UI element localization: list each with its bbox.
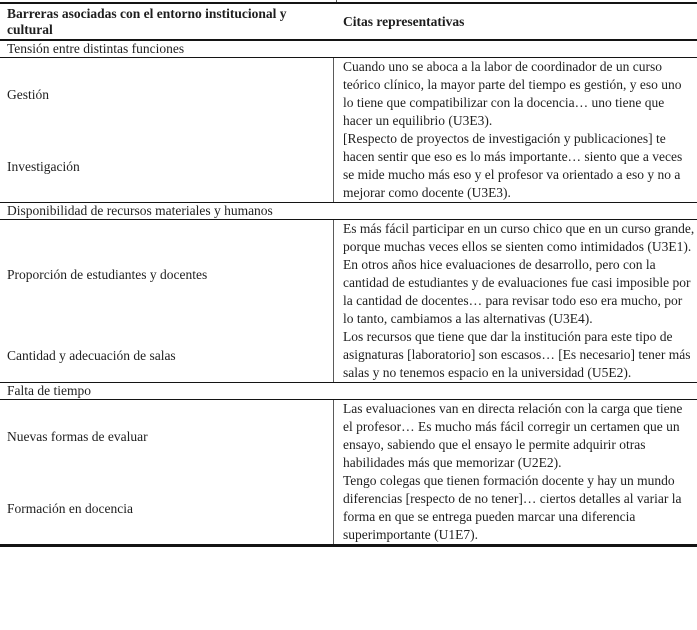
section-rows <box>0 220 697 382</box>
table-row <box>0 400 697 472</box>
barrier-label: Formación en docencia <box>7 500 133 516</box>
quote-paragraph: Las evaluaciones van en directa relación con la carga que tiene el profesor… Es mucho más fácil corregir un certamen que un ensayo, sabiendo que el ensayo le permite adquirir otras habilidades más que memorizar (U2E2). <box>343 401 683 470</box>
quote-cell <box>333 220 697 328</box>
table-row <box>0 328 697 382</box>
table-row <box>0 472 697 544</box>
barrier-label: Gestión <box>7 86 49 102</box>
header-barriers-column: Barreras asociadas con el entorno institucional y cultural <box>7 6 287 37</box>
table-row <box>0 130 697 202</box>
section-rows <box>0 58 697 202</box>
quote-cell <box>333 58 697 130</box>
table-row <box>0 58 697 130</box>
barrier-label: Nuevas formas de evaluar <box>7 428 148 444</box>
section-rows <box>0 400 697 544</box>
barrier-label: Proporción de estudiantes y docentes <box>7 266 208 282</box>
quote-cell <box>333 328 697 382</box>
table-header-row <box>0 4 697 41</box>
table-section <box>0 41 697 202</box>
quote-paragraph: [Respecto de proyectos de investigación y publicaciones] te hacen sentir que eso es lo más importante… siento que a veces se mide mucho más eso y el profesor va orientado a eso y no a mejorar como docente (U3E3). <box>343 131 683 200</box>
barrier-label: Investigación <box>7 158 80 174</box>
table-body <box>0 41 697 544</box>
barriers-table <box>0 2 697 547</box>
quote-paragraph: Es más fácil participar en un curso chico que en un curso grande, porque muchas veces ellos se sienten como intimidados (U3E1). <box>343 221 695 254</box>
section-title: Falta de tiempo <box>0 382 697 400</box>
quote-paragraph: Cuando uno se aboca a la labor de coordinador de un curso teórico clínico, la mayor parte del tiempo es gestión, y eso uno lo tiene que compatibilizar con la docencia… uno tiene que hacer un equilibrio (U3E3). <box>343 59 682 128</box>
quote-cell <box>333 130 697 202</box>
quote-paragraph: Los recursos que tiene que dar la institución para este tipo de asignaturas [laboratorio] son escasos… [Es necesario] tener más salas y no tenemos espacio en la universidad (U5E2). <box>343 329 691 380</box>
quote-cell <box>333 472 697 544</box>
quote-paragraph: Tengo colegas que tienen formación docente y hay un mundo diferencias [respecto de no tener]… ciertos detalles al variar la forma en que se entrega pueden marcar una diferencia superimportante (U1E7). <box>343 473 682 542</box>
table-section <box>0 382 697 544</box>
barrier-label: Cantidad y adecuación de salas <box>7 347 176 363</box>
header-citas-column: Citas representativas <box>343 14 465 29</box>
table-row <box>0 220 697 328</box>
quote-cell <box>333 400 697 472</box>
quote-paragraph: En otros años hice evaluaciones de desarrollo, pero con la cantidad de estudiantes y de evaluaciones fue casi imposible por la cantidad de docentes… para revisar todo eso era mucho, por lo tanto, cambiamos a las alternativas (U3E4). <box>343 257 691 326</box>
section-title: Disponibilidad de recursos materiales y humanos <box>0 202 697 220</box>
table-section <box>0 202 697 382</box>
section-title: Tensión entre distintas funciones <box>0 41 697 58</box>
